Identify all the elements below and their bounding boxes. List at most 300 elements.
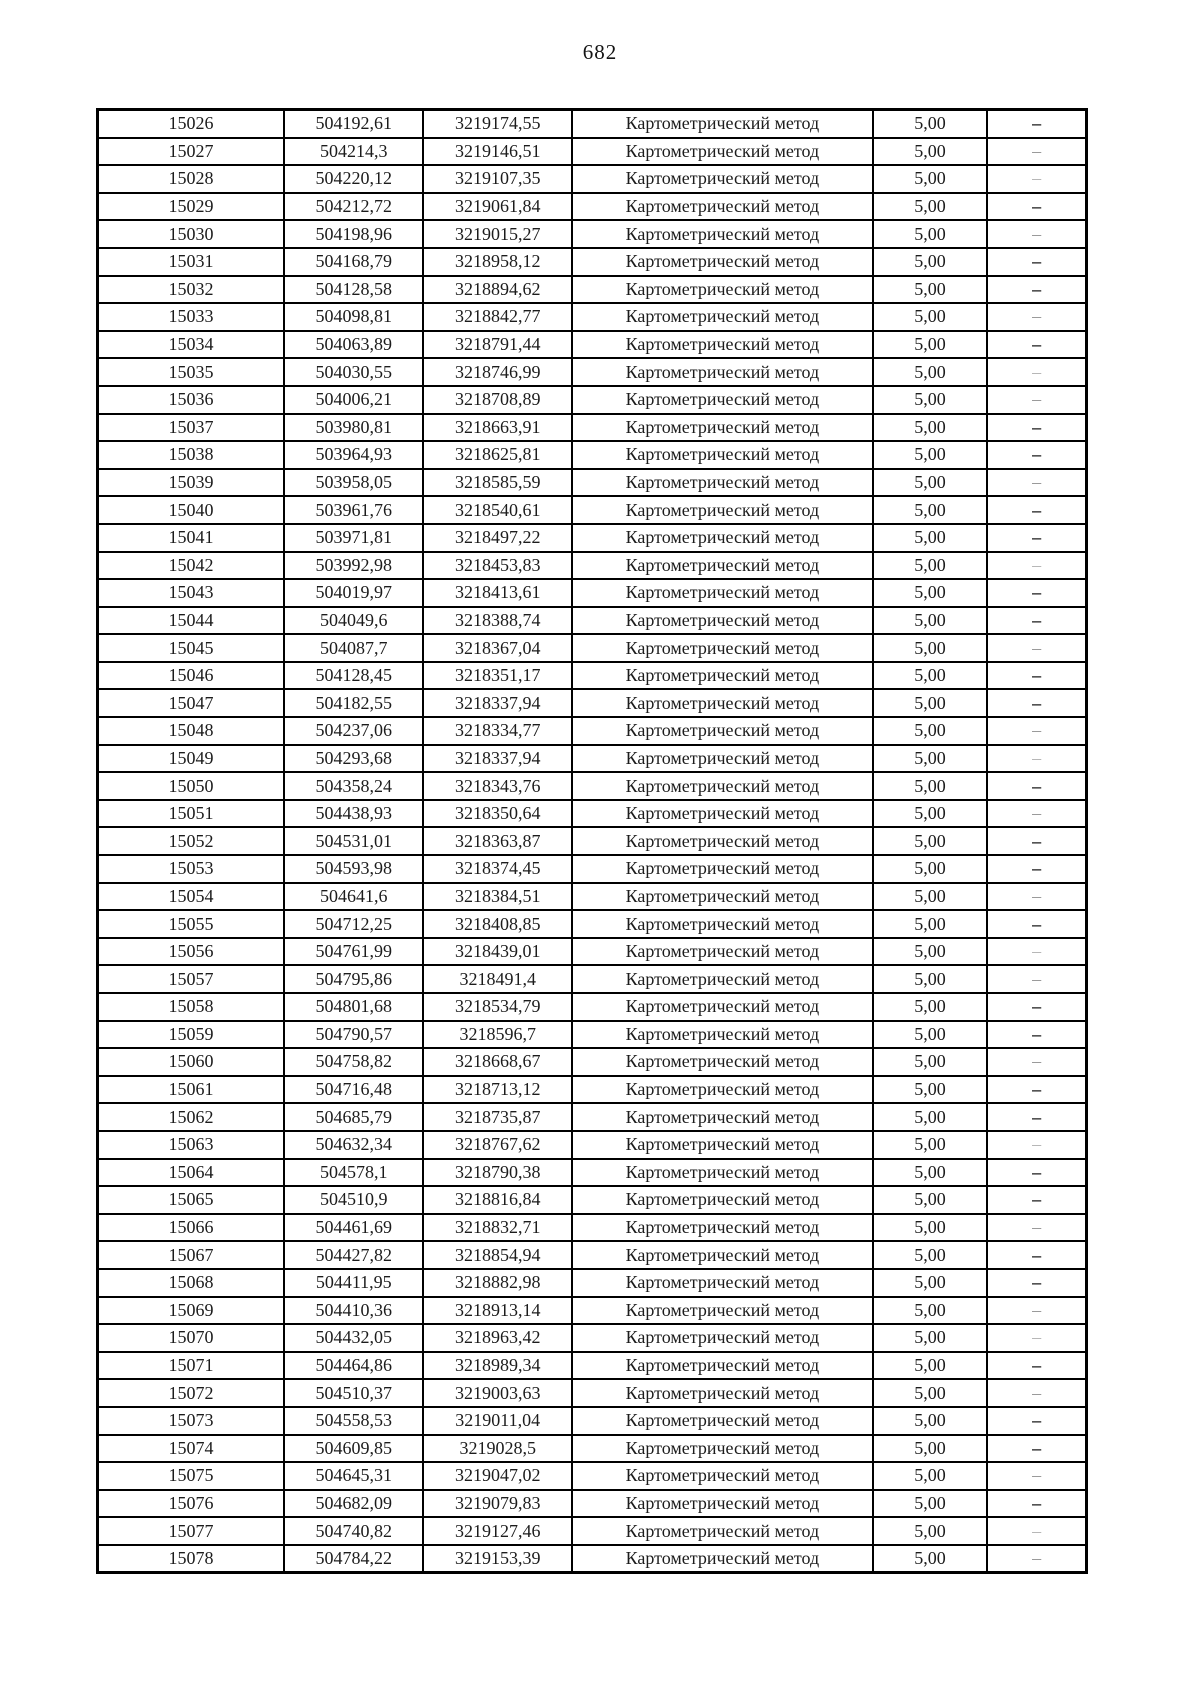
precision-cell: 5,00 <box>873 1352 987 1380</box>
method-cell: Картометрический метод <box>572 110 873 138</box>
method-cell: Картометрический метод <box>572 276 873 304</box>
x-coordinate-cell: 503992,98 <box>284 552 423 580</box>
point-number-cell: 15050 <box>98 772 285 800</box>
x-coordinate-cell: 504531,01 <box>284 827 423 855</box>
point-number-cell: 15060 <box>98 1048 285 1076</box>
y-coordinate-cell: 3218363,87 <box>423 827 571 855</box>
precision-cell: 5,00 <box>873 469 987 497</box>
point-number-cell: 15058 <box>98 993 285 1021</box>
x-coordinate-cell: 504716,48 <box>284 1076 423 1104</box>
point-number-cell: 15069 <box>98 1297 285 1325</box>
method-cell: Картометрический метод <box>572 469 873 497</box>
note-cell: – <box>987 1517 1086 1545</box>
precision-cell: 5,00 <box>873 745 987 773</box>
table-row <box>98 607 1087 635</box>
x-coordinate-cell: 503964,93 <box>284 441 423 469</box>
note-cell: – <box>987 1241 1086 1269</box>
y-coordinate-cell: 3219107,35 <box>423 165 571 193</box>
table-row <box>98 1269 1087 1297</box>
y-coordinate-cell: 3218343,76 <box>423 772 571 800</box>
point-number-cell: 15038 <box>98 441 285 469</box>
precision-cell: 5,00 <box>873 1379 987 1407</box>
point-number-cell: 15037 <box>98 414 285 442</box>
note-cell: – <box>987 607 1086 635</box>
precision-cell: 5,00 <box>873 1131 987 1159</box>
precision-cell: 5,00 <box>873 165 987 193</box>
note-cell: – <box>987 910 1086 938</box>
point-number-cell: 15029 <box>98 193 285 221</box>
method-cell: Картометрический метод <box>572 331 873 359</box>
y-coordinate-cell: 3218958,12 <box>423 248 571 276</box>
note-cell: – <box>987 1021 1086 1049</box>
y-coordinate-cell: 3218842,77 <box>423 303 571 331</box>
x-coordinate-cell: 504128,45 <box>284 662 423 690</box>
method-cell: Картометрический метод <box>572 607 873 635</box>
precision-cell: 5,00 <box>873 965 987 993</box>
y-coordinate-cell: 3218453,83 <box>423 552 571 580</box>
y-coordinate-cell: 3218384,51 <box>423 883 571 911</box>
note-cell: – <box>987 1159 1086 1187</box>
method-cell: Картометрический метод <box>572 1159 873 1187</box>
precision-cell: 5,00 <box>873 634 987 662</box>
y-coordinate-cell: 3218713,12 <box>423 1076 571 1104</box>
method-cell: Картометрический метод <box>572 1490 873 1518</box>
y-coordinate-cell: 3219047,02 <box>423 1462 571 1490</box>
method-cell: Картометрический метод <box>572 689 873 717</box>
note-cell: – <box>987 165 1086 193</box>
point-number-cell: 15068 <box>98 1269 285 1297</box>
precision-cell: 5,00 <box>873 1517 987 1545</box>
table-row <box>98 496 1087 524</box>
point-number-cell: 15044 <box>98 607 285 635</box>
table-row <box>98 276 1087 304</box>
y-coordinate-cell: 3218408,85 <box>423 910 571 938</box>
precision-cell: 5,00 <box>873 220 987 248</box>
y-coordinate-cell: 3219003,63 <box>423 1379 571 1407</box>
method-cell: Картометрический метод <box>572 303 873 331</box>
table-row <box>98 469 1087 497</box>
x-coordinate-cell: 504790,57 <box>284 1021 423 1049</box>
x-coordinate-cell: 504182,55 <box>284 689 423 717</box>
y-coordinate-cell: 3218497,22 <box>423 524 571 552</box>
x-coordinate-cell: 504632,34 <box>284 1131 423 1159</box>
method-cell: Картометрический метод <box>572 1324 873 1352</box>
y-coordinate-cell: 3218989,34 <box>423 1352 571 1380</box>
x-coordinate-cell: 504087,7 <box>284 634 423 662</box>
method-cell: Картометрический метод <box>572 1103 873 1131</box>
table-row <box>98 193 1087 221</box>
note-cell: – <box>987 1186 1086 1214</box>
precision-cell: 5,00 <box>873 496 987 524</box>
point-number-cell: 15055 <box>98 910 285 938</box>
note-cell: – <box>987 1076 1086 1104</box>
x-coordinate-cell: 504192,61 <box>284 110 423 138</box>
note-cell: – <box>987 855 1086 883</box>
y-coordinate-cell: 3218668,67 <box>423 1048 571 1076</box>
x-coordinate-cell: 504464,86 <box>284 1352 423 1380</box>
x-coordinate-cell: 504063,89 <box>284 331 423 359</box>
note-cell: – <box>987 552 1086 580</box>
y-coordinate-cell: 3218337,94 <box>423 745 571 773</box>
y-coordinate-cell: 3218367,04 <box>423 634 571 662</box>
precision-cell: 5,00 <box>873 248 987 276</box>
table-row <box>98 386 1087 414</box>
precision-cell: 5,00 <box>873 1241 987 1269</box>
y-coordinate-cell: 3219127,46 <box>423 1517 571 1545</box>
y-coordinate-cell: 3219174,55 <box>423 110 571 138</box>
precision-cell: 5,00 <box>873 883 987 911</box>
y-coordinate-cell: 3219153,39 <box>423 1545 571 1573</box>
method-cell: Картометрический метод <box>572 1131 873 1159</box>
precision-cell: 5,00 <box>873 1462 987 1490</box>
note-cell: – <box>987 138 1086 166</box>
x-coordinate-cell: 504761,99 <box>284 938 423 966</box>
note-cell: – <box>987 800 1086 828</box>
point-number-cell: 15045 <box>98 634 285 662</box>
point-number-cell: 15052 <box>98 827 285 855</box>
precision-cell: 5,00 <box>873 827 987 855</box>
precision-cell: 5,00 <box>873 193 987 221</box>
point-number-cell: 15072 <box>98 1379 285 1407</box>
note-cell: – <box>987 634 1086 662</box>
note-cell: – <box>987 524 1086 552</box>
note-cell: – <box>987 1545 1086 1573</box>
note-cell: – <box>987 1435 1086 1463</box>
x-coordinate-cell: 503958,05 <box>284 469 423 497</box>
note-cell: – <box>987 1352 1086 1380</box>
x-coordinate-cell: 504510,37 <box>284 1379 423 1407</box>
note-cell: – <box>987 1490 1086 1518</box>
table-row <box>98 1462 1087 1490</box>
x-coordinate-cell: 504795,86 <box>284 965 423 993</box>
table-row <box>98 165 1087 193</box>
note-cell: – <box>987 745 1086 773</box>
point-number-cell: 15053 <box>98 855 285 883</box>
x-coordinate-cell: 504510,9 <box>284 1186 423 1214</box>
note-cell: – <box>987 220 1086 248</box>
x-coordinate-cell: 504558,53 <box>284 1407 423 1435</box>
y-coordinate-cell: 3218534,79 <box>423 993 571 1021</box>
y-coordinate-cell: 3218625,81 <box>423 441 571 469</box>
note-cell: – <box>987 579 1086 607</box>
note-cell: – <box>987 1379 1086 1407</box>
method-cell: Картометрический метод <box>572 717 873 745</box>
precision-cell: 5,00 <box>873 938 987 966</box>
table-row <box>98 1241 1087 1269</box>
table-row <box>98 1545 1087 1573</box>
precision-cell: 5,00 <box>873 855 987 883</box>
method-cell: Картометрический метод <box>572 1048 873 1076</box>
table-row <box>98 883 1087 911</box>
method-cell: Картометрический метод <box>572 193 873 221</box>
y-coordinate-cell: 3219079,83 <box>423 1490 571 1518</box>
point-number-cell: 15041 <box>98 524 285 552</box>
table-row <box>98 552 1087 580</box>
table-row <box>98 717 1087 745</box>
point-number-cell: 15043 <box>98 579 285 607</box>
y-coordinate-cell: 3218351,17 <box>423 662 571 690</box>
precision-cell: 5,00 <box>873 110 987 138</box>
table-row <box>98 414 1087 442</box>
note-cell: – <box>987 1103 1086 1131</box>
method-cell: Картометрический метод <box>572 441 873 469</box>
method-cell: Картометрический метод <box>572 855 873 883</box>
table-row <box>98 579 1087 607</box>
method-cell: Картометрический метод <box>572 1269 873 1297</box>
table-row <box>98 1324 1087 1352</box>
x-coordinate-cell: 504411,95 <box>284 1269 423 1297</box>
method-cell: Картометрический метод <box>572 883 873 911</box>
table-row <box>98 1131 1087 1159</box>
precision-cell: 5,00 <box>873 358 987 386</box>
table-row <box>98 1186 1087 1214</box>
x-coordinate-cell: 504237,06 <box>284 717 423 745</box>
y-coordinate-cell: 3218596,7 <box>423 1021 571 1049</box>
table-row <box>98 441 1087 469</box>
table-row <box>98 358 1087 386</box>
table-row <box>98 965 1087 993</box>
x-coordinate-cell: 504645,31 <box>284 1462 423 1490</box>
x-coordinate-cell: 504432,05 <box>284 1324 423 1352</box>
table-row <box>98 220 1087 248</box>
point-number-cell: 15051 <box>98 800 285 828</box>
table-row <box>98 1214 1087 1242</box>
y-coordinate-cell: 3218832,71 <box>423 1214 571 1242</box>
y-coordinate-cell: 3218913,14 <box>423 1297 571 1325</box>
point-number-cell: 15054 <box>98 883 285 911</box>
y-coordinate-cell: 3218790,38 <box>423 1159 571 1187</box>
table-row <box>98 524 1087 552</box>
point-number-cell: 15078 <box>98 1545 285 1573</box>
point-number-cell: 15064 <box>98 1159 285 1187</box>
method-cell: Картометрический метод <box>572 1241 873 1269</box>
method-cell: Картометрический метод <box>572 827 873 855</box>
table-row <box>98 772 1087 800</box>
precision-cell: 5,00 <box>873 331 987 359</box>
note-cell: – <box>987 331 1086 359</box>
x-coordinate-cell: 504293,68 <box>284 745 423 773</box>
point-number-cell: 15062 <box>98 1103 285 1131</box>
note-cell: – <box>987 1269 1086 1297</box>
x-coordinate-cell: 504358,24 <box>284 772 423 800</box>
precision-cell: 5,00 <box>873 441 987 469</box>
x-coordinate-cell: 504758,82 <box>284 1048 423 1076</box>
note-cell: – <box>987 496 1086 524</box>
x-coordinate-cell: 504438,93 <box>284 800 423 828</box>
precision-cell: 5,00 <box>873 1159 987 1187</box>
point-number-cell: 15059 <box>98 1021 285 1049</box>
table-row <box>98 1379 1087 1407</box>
table-row <box>98 993 1087 1021</box>
method-cell: Картометрический метод <box>572 1379 873 1407</box>
precision-cell: 5,00 <box>873 689 987 717</box>
point-number-cell: 15056 <box>98 938 285 966</box>
precision-cell: 5,00 <box>873 1269 987 1297</box>
note-cell: – <box>987 1131 1086 1159</box>
note-cell: – <box>987 1214 1086 1242</box>
point-number-cell: 15028 <box>98 165 285 193</box>
table-row <box>98 1103 1087 1131</box>
table-row <box>98 331 1087 359</box>
precision-cell: 5,00 <box>873 717 987 745</box>
y-coordinate-cell: 3218894,62 <box>423 276 571 304</box>
note-cell: – <box>987 689 1086 717</box>
x-coordinate-cell: 504784,22 <box>284 1545 423 1573</box>
point-number-cell: 15077 <box>98 1517 285 1545</box>
point-number-cell: 15047 <box>98 689 285 717</box>
y-coordinate-cell: 3218854,94 <box>423 1241 571 1269</box>
point-number-cell: 15035 <box>98 358 285 386</box>
x-coordinate-cell: 504410,36 <box>284 1297 423 1325</box>
y-coordinate-cell: 3218663,91 <box>423 414 571 442</box>
table-row <box>98 1435 1087 1463</box>
precision-cell: 5,00 <box>873 524 987 552</box>
note-cell: – <box>987 276 1086 304</box>
page-number: 682 <box>582 40 618 64</box>
note-cell: – <box>987 772 1086 800</box>
x-coordinate-cell: 504030,55 <box>284 358 423 386</box>
note-cell: – <box>987 717 1086 745</box>
note-cell: – <box>987 1462 1086 1490</box>
y-coordinate-cell: 3218334,77 <box>423 717 571 745</box>
method-cell: Картометрический метод <box>572 414 873 442</box>
method-cell: Картометрический метод <box>572 1517 873 1545</box>
x-coordinate-cell: 504461,69 <box>284 1214 423 1242</box>
point-number-cell: 15026 <box>98 110 285 138</box>
table-row <box>98 689 1087 717</box>
table-row <box>98 855 1087 883</box>
precision-cell: 5,00 <box>873 579 987 607</box>
point-number-cell: 15036 <box>98 386 285 414</box>
x-coordinate-cell: 504049,6 <box>284 607 423 635</box>
method-cell: Картометрический метод <box>572 938 873 966</box>
x-coordinate-cell: 504593,98 <box>284 855 423 883</box>
method-cell: Картометрический метод <box>572 662 873 690</box>
point-number-cell: 15073 <box>98 1407 285 1435</box>
note-cell: – <box>987 1297 1086 1325</box>
method-cell: Картометрический метод <box>572 1462 873 1490</box>
table-row <box>98 1407 1087 1435</box>
table-row <box>98 1159 1087 1187</box>
method-cell: Картометрический метод <box>572 745 873 773</box>
note-cell: – <box>987 414 1086 442</box>
y-coordinate-cell: 3218767,62 <box>423 1131 571 1159</box>
method-cell: Картометрический метод <box>572 800 873 828</box>
note-cell: – <box>987 358 1086 386</box>
precision-cell: 5,00 <box>873 1103 987 1131</box>
x-coordinate-cell: 504609,85 <box>284 1435 423 1463</box>
method-cell: Картометрический метод <box>572 165 873 193</box>
y-coordinate-cell: 3218708,89 <box>423 386 571 414</box>
point-number-cell: 15067 <box>98 1241 285 1269</box>
point-number-cell: 15071 <box>98 1352 285 1380</box>
point-number-cell: 15034 <box>98 331 285 359</box>
precision-cell: 5,00 <box>873 1407 987 1435</box>
coordinates-table <box>96 108 1088 1574</box>
method-cell: Картометрический метод <box>572 1297 873 1325</box>
precision-cell: 5,00 <box>873 414 987 442</box>
method-cell: Картометрический метод <box>572 1545 873 1573</box>
point-number-cell: 15027 <box>98 138 285 166</box>
table-row <box>98 110 1087 138</box>
x-coordinate-cell: 504212,72 <box>284 193 423 221</box>
x-coordinate-cell: 504128,58 <box>284 276 423 304</box>
point-number-cell: 15057 <box>98 965 285 993</box>
method-cell: Картометрический метод <box>572 1021 873 1049</box>
precision-cell: 5,00 <box>873 607 987 635</box>
point-number-cell: 15074 <box>98 1435 285 1463</box>
y-coordinate-cell: 3218540,61 <box>423 496 571 524</box>
method-cell: Картометрический метод <box>572 772 873 800</box>
note-cell: – <box>987 248 1086 276</box>
note-cell: – <box>987 1407 1086 1435</box>
precision-cell: 5,00 <box>873 1076 987 1104</box>
table-row <box>98 1048 1087 1076</box>
table-row <box>98 827 1087 855</box>
x-coordinate-cell: 504198,96 <box>284 220 423 248</box>
point-number-cell: 15076 <box>98 1490 285 1518</box>
point-number-cell: 15032 <box>98 276 285 304</box>
y-coordinate-cell: 3218585,59 <box>423 469 571 497</box>
y-coordinate-cell: 3218816,84 <box>423 1186 571 1214</box>
x-coordinate-cell: 504019,97 <box>284 579 423 607</box>
note-cell: – <box>987 827 1086 855</box>
method-cell: Картометрический метод <box>572 220 873 248</box>
table-row <box>98 1490 1087 1518</box>
y-coordinate-cell: 3219011,04 <box>423 1407 571 1435</box>
table-row <box>98 138 1087 166</box>
precision-cell: 5,00 <box>873 993 987 1021</box>
note-cell: – <box>987 993 1086 1021</box>
method-cell: Картометрический метод <box>572 1076 873 1104</box>
table-row <box>98 745 1087 773</box>
precision-cell: 5,00 <box>873 552 987 580</box>
y-coordinate-cell: 3218791,44 <box>423 331 571 359</box>
y-coordinate-cell: 3218374,45 <box>423 855 571 883</box>
x-coordinate-cell: 504427,82 <box>284 1241 423 1269</box>
precision-cell: 5,00 <box>873 1545 987 1573</box>
y-coordinate-cell: 3218388,74 <box>423 607 571 635</box>
x-coordinate-cell: 503980,81 <box>284 414 423 442</box>
precision-cell: 5,00 <box>873 1186 987 1214</box>
precision-cell: 5,00 <box>873 386 987 414</box>
x-coordinate-cell: 504685,79 <box>284 1103 423 1131</box>
y-coordinate-cell: 3218491,4 <box>423 965 571 993</box>
table-row <box>98 910 1087 938</box>
note-cell: – <box>987 1048 1086 1076</box>
x-coordinate-cell: 503961,76 <box>284 496 423 524</box>
y-coordinate-cell: 3218882,98 <box>423 1269 571 1297</box>
method-cell: Картометрический метод <box>572 524 873 552</box>
method-cell: Картометрический метод <box>572 579 873 607</box>
precision-cell: 5,00 <box>873 1297 987 1325</box>
precision-cell: 5,00 <box>873 662 987 690</box>
x-coordinate-cell: 504098,81 <box>284 303 423 331</box>
y-coordinate-cell: 3218735,87 <box>423 1103 571 1131</box>
note-cell: – <box>987 469 1086 497</box>
precision-cell: 5,00 <box>873 1048 987 1076</box>
note-cell: – <box>987 1324 1086 1352</box>
x-coordinate-cell: 504578,1 <box>284 1159 423 1187</box>
table-row <box>98 1021 1087 1049</box>
note-cell: – <box>987 965 1086 993</box>
precision-cell: 5,00 <box>873 303 987 331</box>
method-cell: Картометрический метод <box>572 1435 873 1463</box>
method-cell: Картометрический метод <box>572 1352 873 1380</box>
precision-cell: 5,00 <box>873 1324 987 1352</box>
x-coordinate-cell: 504220,12 <box>284 165 423 193</box>
y-coordinate-cell: 3218350,64 <box>423 800 571 828</box>
